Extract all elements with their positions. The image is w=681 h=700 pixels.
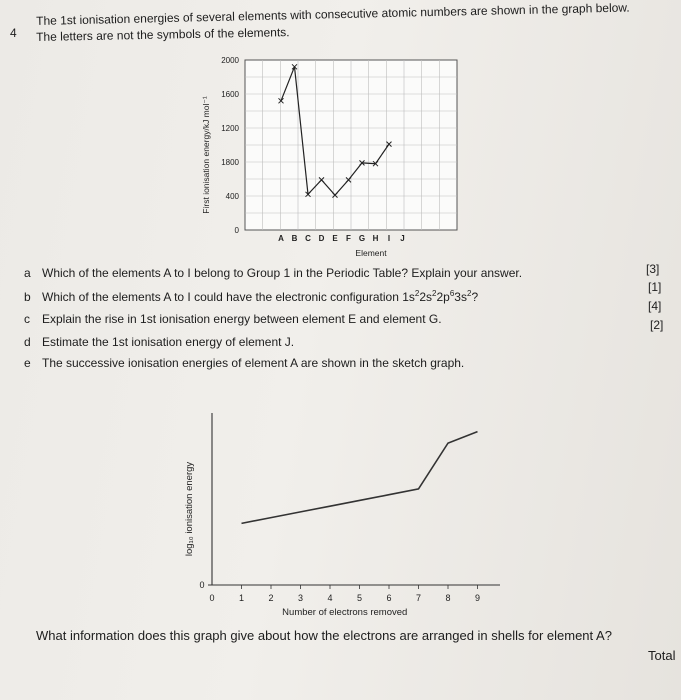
- final-question: What information does this graph give about how the electrons are arranged in shells for element A?: [36, 628, 612, 643]
- chart2-x-tick-label: 8: [445, 593, 451, 603]
- chart2-x-tick-label: 2: [268, 593, 274, 603]
- part-b-mid-1: 2s: [419, 290, 433, 304]
- part-d-label: d: [24, 335, 31, 349]
- chart1-x-tick-label: E: [332, 234, 338, 243]
- total-label: Total: [648, 648, 676, 663]
- ionisation-energy-chart: [195, 52, 475, 262]
- chart2-x-axis-label: Number of electrons removed: [282, 607, 408, 618]
- part-e: [24, 356, 464, 370]
- chart2-x-tick-label: 6: [386, 593, 392, 603]
- chart2-x-tick-label: 5: [356, 593, 363, 603]
- chart1-y-tick-label: 2000: [221, 56, 239, 65]
- chart1-y-tick-label: 400: [225, 192, 239, 201]
- part-c: [24, 312, 442, 326]
- chart2-x-tick-label: 7: [415, 593, 422, 603]
- chart2-y-tick-label: 0: [199, 580, 205, 590]
- part-e-label: e: [24, 356, 31, 370]
- chart1-y-tick-label: 1200: [221, 124, 239, 133]
- chart2-series-line: [242, 432, 478, 524]
- part-a-label: a: [24, 266, 31, 280]
- part-b-text: Which of the elements A to I could have the electronic configuration 1s: [42, 290, 415, 304]
- part-a-marks: [3]: [646, 262, 660, 276]
- part-d: [24, 335, 294, 349]
- sup-4: 2: [466, 289, 472, 298]
- part-b: [24, 289, 478, 304]
- chart1-x-tick-label: A: [278, 234, 284, 243]
- part-b-marks: [1]: [648, 280, 662, 294]
- chart1-x-tick-label: G: [358, 234, 366, 243]
- part-b-label: b: [24, 290, 31, 304]
- question-number: 4: [10, 26, 17, 40]
- chart2-x-tick-label: 3: [297, 593, 304, 603]
- successive-ionisation-chart: [170, 405, 500, 625]
- part-b-end: ?: [471, 290, 479, 304]
- sup-2: 2: [432, 289, 437, 298]
- chart1-x-tick-label: C: [305, 234, 311, 243]
- part-c-marks: [4]: [648, 299, 662, 313]
- part-d-text: Estimate the 1st ionisation energy of element J.: [42, 335, 295, 349]
- part-b-mid-3: 3s: [454, 290, 467, 304]
- part-e-text: The successive ionisation energies of element A are shown in the sketch graph.: [42, 356, 465, 370]
- chart1-y-tick-label: 0: [234, 226, 239, 235]
- chart2-x-tick-label: 1: [238, 593, 245, 603]
- chart1-x-tick-label: B: [291, 234, 298, 243]
- chart1-x-axis-label: Element: [355, 248, 387, 258]
- sup-1: 2: [414, 289, 420, 298]
- intro-line-1: The 1st ionisation energies of several elements with consecutive atomic numbers are shown in the graph below.: [36, 0, 630, 28]
- intro-line-2: The letters are not the symbols of the elements.: [36, 25, 290, 44]
- part-d-marks: [2]: [650, 318, 664, 332]
- part-b-mid-2: 2p: [436, 290, 450, 304]
- chart1-y-axis-label: First ionisation energy/kJ mol⁻¹: [201, 96, 211, 214]
- chart1-x-tick-label: D: [318, 234, 325, 243]
- chart1-x-tick-label: I: [387, 234, 391, 243]
- chart2-x-tick-label: 0: [209, 593, 215, 603]
- sup-3: 6: [449, 289, 455, 298]
- chart1-x-tick-label: F: [346, 234, 351, 243]
- chart2-x-tick-label: 4: [327, 593, 333, 603]
- chart2-y-axis-label: log₁₀ ionisation energy: [184, 461, 195, 557]
- chart1-y-tick-label: 1600: [221, 90, 239, 99]
- chart2-x-tick-label: 9: [474, 593, 481, 603]
- part-c-text: Explain the rise in 1st ionisation energy between element E and element G.: [42, 312, 442, 326]
- chart1-x-tick-label: H: [372, 234, 379, 243]
- part-a-text: Which of the elements A to I belong to Group 1 in the Periodic Table? Explain your answer.: [42, 266, 523, 280]
- part-c-label: c: [24, 312, 30, 326]
- part-a: [24, 266, 522, 280]
- chart1-x-tick-label: J: [400, 234, 405, 243]
- chart1-y-tick-label: 1800: [221, 158, 239, 167]
